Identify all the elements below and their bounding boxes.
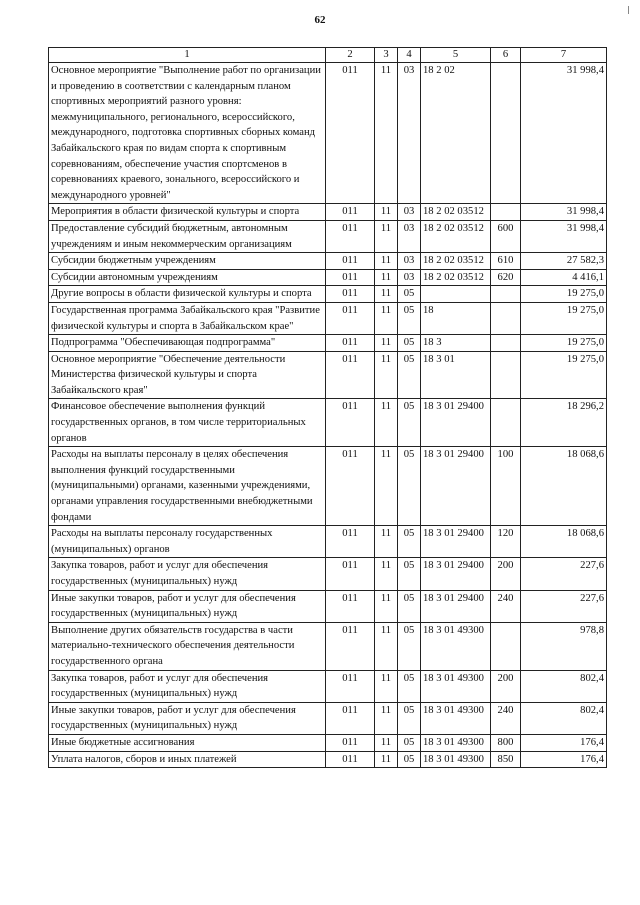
row-expense-type: 610	[491, 253, 521, 270]
row-section: 11	[375, 335, 398, 352]
row-subsection: 05	[398, 526, 421, 558]
row-target-code: 18 2 02 03512	[421, 220, 491, 252]
row-expense-type	[491, 302, 521, 334]
row-amount: 27 582,3	[521, 253, 607, 270]
row-subsection: 05	[398, 670, 421, 702]
row-target-code: 18 3	[421, 335, 491, 352]
row-subsection: 05	[398, 302, 421, 334]
table-row	[49, 622, 607, 670]
row-amount: 19 275,0	[521, 302, 607, 334]
row-amount: 19 275,0	[521, 286, 607, 303]
row-name: Расходы на выплаты персоналу в целях обеспечения выполнения функций государственными (муниципальными) органами, казенными учреждениями, органами управления государственными внебюджетными фондами	[49, 447, 326, 526]
header-col-4: 4	[398, 48, 421, 63]
row-amount: 176,4	[521, 751, 607, 768]
row-subsection: 05	[398, 399, 421, 447]
table-row	[49, 670, 607, 702]
row-target-code: 18 3 01 29400	[421, 526, 491, 558]
row-admin-code: 011	[326, 286, 375, 303]
row-target-code: 18 3 01 49300	[421, 670, 491, 702]
row-admin-code: 011	[326, 399, 375, 447]
row-admin-code: 011	[326, 734, 375, 751]
row-target-code: 18 3 01 29400	[421, 399, 491, 447]
margin-mark	[628, 6, 631, 14]
row-target-code: 18 2 02 03512	[421, 204, 491, 221]
row-subsection: 03	[398, 204, 421, 221]
row-expense-type: 240	[491, 702, 521, 734]
page-number: 62	[314, 14, 326, 26]
row-expense-type: 800	[491, 734, 521, 751]
header-col-2: 2	[326, 48, 375, 63]
header-row	[49, 48, 607, 63]
table-row	[49, 399, 607, 447]
row-section: 11	[375, 253, 398, 270]
header-col-5: 5	[421, 48, 491, 63]
row-section: 11	[375, 622, 398, 670]
table-row	[49, 558, 607, 590]
row-amount: 18 068,6	[521, 526, 607, 558]
header-col-7: 7	[521, 48, 607, 63]
row-expense-type	[491, 204, 521, 221]
row-section: 11	[375, 751, 398, 768]
row-admin-code: 011	[326, 220, 375, 252]
table-row	[49, 590, 607, 622]
row-expense-type: 120	[491, 526, 521, 558]
row-name: Другие вопросы в области физической культуры и спорта	[49, 286, 326, 303]
row-subsection: 03	[398, 63, 421, 204]
row-target-code: 18 3 01 29400	[421, 447, 491, 526]
row-subsection: 05	[398, 447, 421, 526]
row-amount: 31 998,4	[521, 63, 607, 204]
row-admin-code: 011	[326, 63, 375, 204]
row-name: Основное мероприятие "Обеспечение деятельности Министерства физической культуры и спорта Забайкальского края"	[49, 351, 326, 399]
row-admin-code: 011	[326, 204, 375, 221]
row-name: Государственная программа Забайкальского края "Развитие физической культуры и спорта в Забайкальском крае"	[49, 302, 326, 334]
row-target-code: 18 3 01 29400	[421, 558, 491, 590]
row-subsection: 03	[398, 269, 421, 286]
table-row	[49, 351, 607, 399]
row-name: Иные закупки товаров, работ и услуг для обеспечения государственных (муниципальных) нужд	[49, 590, 326, 622]
table-row	[49, 63, 607, 204]
row-target-code: 18 2 02	[421, 63, 491, 204]
table-row	[49, 702, 607, 734]
row-subsection: 05	[398, 335, 421, 352]
row-name: Финансовое обеспечение выполнения функций государственных органов, в том числе территориальных органов	[49, 399, 326, 447]
row-section: 11	[375, 220, 398, 252]
row-admin-code: 011	[326, 526, 375, 558]
row-name: Субсидии бюджетным учреждениям	[49, 253, 326, 270]
row-expense-type	[491, 351, 521, 399]
row-subsection: 05	[398, 590, 421, 622]
row-expense-type: 600	[491, 220, 521, 252]
table-row	[49, 269, 607, 286]
row-target-code	[421, 286, 491, 303]
row-subsection: 05	[398, 351, 421, 399]
row-expense-type	[491, 286, 521, 303]
row-name: Выполнение других обязательств государства в части материально-технического обеспечения деятельности государственного органа	[49, 622, 326, 670]
row-expense-type: 240	[491, 590, 521, 622]
row-amount: 31 998,4	[521, 204, 607, 221]
row-expense-type: 620	[491, 269, 521, 286]
table-row	[49, 253, 607, 270]
row-expense-type: 200	[491, 558, 521, 590]
table-row	[49, 335, 607, 352]
row-section: 11	[375, 63, 398, 204]
table-row	[49, 734, 607, 751]
row-name: Предоставление субсидий бюджетным, автономным учреждениям и иным некоммерческим организациям	[49, 220, 326, 252]
row-name: Основное мероприятие "Выполнение работ по организации и проведению в соответствии с календарным планом спортивных мероприятий разного уровня: межмуниципального, регионального, всероссийского, международного, подготовка спортивных сборных команд Забайкальского края по видам спорта к спортивным соревнованиям, обеспечение участия спортсменов в соревнованиях краевого, зонального, всероссийского и международного уровней"	[49, 63, 326, 204]
row-section: 11	[375, 702, 398, 734]
row-subsection: 05	[398, 286, 421, 303]
row-target-code: 18 3 01 29400	[421, 590, 491, 622]
row-name: Закупка товаров, работ и услуг для обеспечения государственных (муниципальных) нужд	[49, 558, 326, 590]
row-section: 11	[375, 734, 398, 751]
row-target-code: 18 2 02 03512	[421, 269, 491, 286]
row-admin-code: 011	[326, 702, 375, 734]
row-admin-code: 011	[326, 351, 375, 399]
row-target-code: 18 3 01 49300	[421, 702, 491, 734]
row-target-code: 18 3 01 49300	[421, 751, 491, 768]
row-amount: 802,4	[521, 670, 607, 702]
row-section: 11	[375, 670, 398, 702]
row-section: 11	[375, 590, 398, 622]
row-target-code: 18 3 01	[421, 351, 491, 399]
row-amount: 19 275,0	[521, 335, 607, 352]
row-section: 11	[375, 447, 398, 526]
row-amount: 18 296,2	[521, 399, 607, 447]
row-name: Мероприятия в области физической культуры и спорта	[49, 204, 326, 221]
row-admin-code: 011	[326, 253, 375, 270]
row-target-code: 18 2 02 03512	[421, 253, 491, 270]
row-amount: 19 275,0	[521, 351, 607, 399]
table-row	[49, 220, 607, 252]
header-col-3: 3	[375, 48, 398, 63]
row-name: Иные бюджетные ассигнования	[49, 734, 326, 751]
row-subsection: 05	[398, 734, 421, 751]
header-col-1: 1	[49, 48, 326, 63]
row-amount: 176,4	[521, 734, 607, 751]
row-expense-type	[491, 399, 521, 447]
row-admin-code: 011	[326, 335, 375, 352]
table-row	[49, 751, 607, 768]
row-amount: 227,6	[521, 558, 607, 590]
row-section: 11	[375, 269, 398, 286]
row-subsection: 05	[398, 702, 421, 734]
row-section: 11	[375, 286, 398, 303]
table-row	[49, 204, 607, 221]
row-subsection: 03	[398, 253, 421, 270]
row-name: Подпрограмма "Обеспечивающая подпрограмма"	[49, 335, 326, 352]
row-subsection: 03	[398, 220, 421, 252]
row-amount: 18 068,6	[521, 447, 607, 526]
row-section: 11	[375, 399, 398, 447]
row-subsection: 05	[398, 751, 421, 768]
row-admin-code: 011	[326, 447, 375, 526]
row-section: 11	[375, 302, 398, 334]
row-target-code: 18 3 01 49300	[421, 734, 491, 751]
row-admin-code: 011	[326, 622, 375, 670]
row-amount: 227,6	[521, 590, 607, 622]
row-admin-code: 011	[326, 269, 375, 286]
row-admin-code: 011	[326, 558, 375, 590]
row-expense-type	[491, 335, 521, 352]
row-section: 11	[375, 204, 398, 221]
row-expense-type	[491, 622, 521, 670]
table-body	[49, 63, 607, 768]
table-row	[49, 526, 607, 558]
row-section: 11	[375, 351, 398, 399]
row-name: Закупка товаров, работ и услуг для обеспечения государственных (муниципальных) нужд	[49, 670, 326, 702]
row-admin-code: 011	[326, 670, 375, 702]
table-row	[49, 447, 607, 526]
row-expense-type: 100	[491, 447, 521, 526]
row-target-code: 18 3 01 49300	[421, 622, 491, 670]
row-target-code: 18	[421, 302, 491, 334]
row-amount: 4 416,1	[521, 269, 607, 286]
row-name: Расходы на выплаты персоналу государственных (муниципальных) органов	[49, 526, 326, 558]
header-col-6: 6	[491, 48, 521, 63]
row-admin-code: 011	[326, 302, 375, 334]
row-amount: 978,8	[521, 622, 607, 670]
table-row	[49, 302, 607, 334]
row-section: 11	[375, 558, 398, 590]
row-subsection: 05	[398, 558, 421, 590]
row-name: Иные закупки товаров, работ и услуг для обеспечения государственных (муниципальных) нужд	[49, 702, 326, 734]
row-expense-type: 850	[491, 751, 521, 768]
table-row	[49, 286, 607, 303]
row-section: 11	[375, 526, 398, 558]
row-expense-type: 200	[491, 670, 521, 702]
row-amount: 802,4	[521, 702, 607, 734]
row-name: Субсидии автономным учреждениям	[49, 269, 326, 286]
budget-table	[48, 47, 607, 768]
row-admin-code: 011	[326, 751, 375, 768]
row-subsection: 05	[398, 622, 421, 670]
row-admin-code: 011	[326, 590, 375, 622]
row-name: Уплата налогов, сборов и иных платежей	[49, 751, 326, 768]
row-expense-type	[491, 63, 521, 204]
row-amount: 31 998,4	[521, 220, 607, 252]
